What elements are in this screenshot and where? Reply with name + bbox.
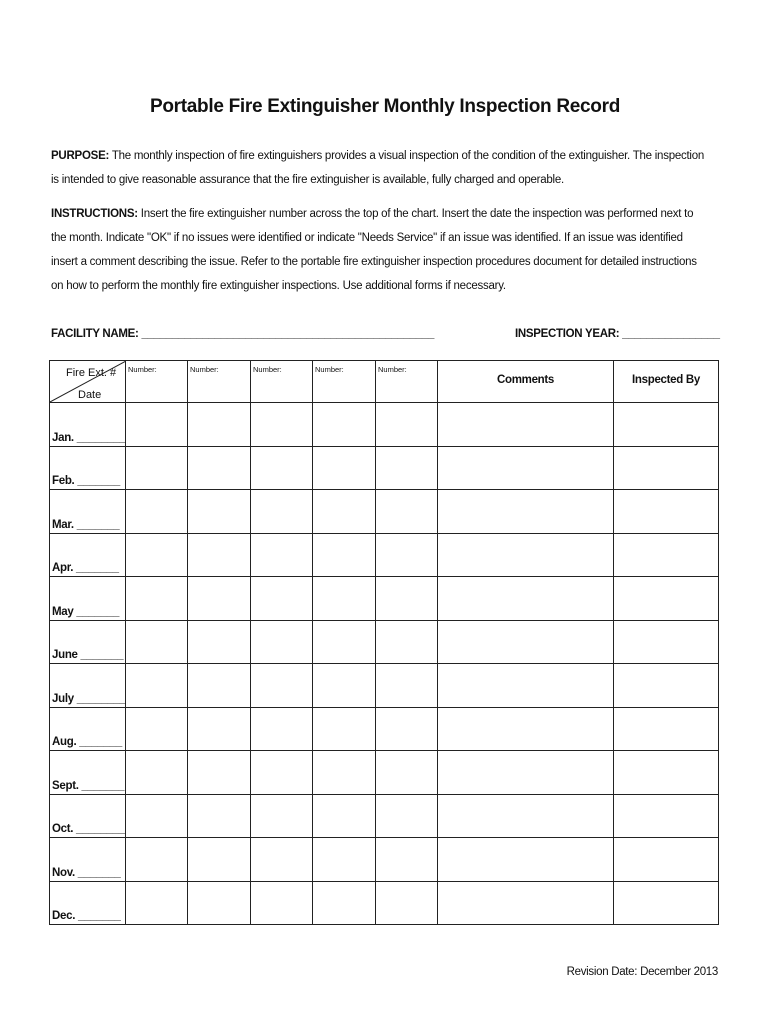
inspection-status-cell-1[interactable] <box>126 751 188 795</box>
instructions-text: Insert the fire extinguisher number across the top of the chart. Insert the date the inspection was performed next to the month. Indicate "OK" if no issues were identified or indicate "Needs Service" if an issue was identified. If an issue was identified insert a comment describing the issue. Refer to the portable fire extinguisher inspection procedures document for detailed instructions on how to perform the monthly fire extinguisher inspections. Use additional forms if necessary. <box>51 208 697 292</box>
month-label: Sept. _______ <box>52 779 125 792</box>
inspection-status-cell-2[interactable] <box>188 446 251 490</box>
month-label: July ________ <box>52 692 126 705</box>
month-cell[interactable] <box>50 490 126 534</box>
facility-name-field[interactable]: FACILITY NAME: ________________________________________________ <box>51 328 435 340</box>
inspection-status-cell-3[interactable] <box>251 533 313 577</box>
month-cell[interactable] <box>50 446 126 490</box>
date-label: Date <box>78 389 102 401</box>
inspection-status-cell-4[interactable] <box>313 664 376 708</box>
inspection-status-cell-5[interactable] <box>376 838 438 882</box>
comments-cell[interactable] <box>438 664 614 708</box>
comments-cell[interactable] <box>438 403 614 447</box>
corner-header-cell <box>50 361 126 403</box>
inspected-by-cell[interactable] <box>614 751 719 795</box>
inspected-by-cell[interactable] <box>614 577 719 621</box>
inspection-status-cell-5[interactable] <box>376 446 438 490</box>
comments-cell[interactable] <box>438 446 614 490</box>
number-label: Number: <box>378 365 407 374</box>
table-row <box>50 664 719 708</box>
inspection-status-cell-2[interactable] <box>188 794 251 838</box>
inspected-by-cell[interactable] <box>614 664 719 708</box>
inspection-status-cell-5[interactable] <box>376 881 438 925</box>
comments-cell[interactable] <box>438 794 614 838</box>
inspection-status-cell-3[interactable] <box>251 794 313 838</box>
purpose-paragraph <box>51 144 711 192</box>
extinguisher-number-cell-2[interactable] <box>188 361 251 403</box>
month-cell[interactable] <box>50 664 126 708</box>
month-cell[interactable] <box>50 533 126 577</box>
inspection-status-cell-1[interactable] <box>126 446 188 490</box>
inspection-status-cell-3[interactable] <box>251 751 313 795</box>
inspection-status-cell-4[interactable] <box>313 533 376 577</box>
inspection-status-cell-5[interactable] <box>376 794 438 838</box>
inspection-status-cell-3[interactable] <box>251 881 313 925</box>
inspected-by-cell[interactable] <box>614 881 719 925</box>
inspection-status-cell-4[interactable] <box>313 707 376 751</box>
comments-cell[interactable] <box>438 881 614 925</box>
extinguisher-number-cell-3[interactable] <box>251 361 313 403</box>
month-label: Jan. ________ <box>52 431 126 444</box>
purpose-label: PURPOSE: <box>51 150 110 162</box>
table-row <box>50 794 719 838</box>
table-row <box>50 707 719 751</box>
inspection-table <box>49 360 719 925</box>
number-label: Number: <box>315 365 344 374</box>
number-label: Number: <box>128 365 157 374</box>
page-title: Portable Fire Extinguisher Monthly Inspection Record <box>149 96 621 117</box>
inspection-status-cell-5[interactable] <box>376 403 438 447</box>
comments-cell[interactable] <box>438 577 614 621</box>
inspection-status-cell-2[interactable] <box>188 533 251 577</box>
inspection-status-cell-2[interactable] <box>188 490 251 534</box>
table-row <box>50 533 719 577</box>
inspection-status-cell-2[interactable] <box>188 577 251 621</box>
revision-date: Revision Date: December 2013 <box>566 966 718 978</box>
inspection-status-cell-2[interactable] <box>188 707 251 751</box>
month-cell[interactable] <box>50 707 126 751</box>
inspection-status-cell-4[interactable] <box>313 794 376 838</box>
comments-header-label: Comments <box>496 374 555 386</box>
month-cell[interactable] <box>50 403 126 447</box>
month-cell[interactable] <box>50 838 126 882</box>
number-label: Number: <box>253 365 282 374</box>
table-row <box>50 577 719 621</box>
inspected-by-cell[interactable] <box>614 403 719 447</box>
inspection-status-cell-2[interactable] <box>188 838 251 882</box>
month-label: Aug. _______ <box>52 736 122 748</box>
inspection-status-cell-3[interactable] <box>251 446 313 490</box>
inspection-status-cell-4[interactable] <box>313 446 376 490</box>
month-cell[interactable] <box>50 751 126 795</box>
inspection-status-cell-2[interactable] <box>188 620 251 664</box>
extinguisher-number-cell-5[interactable] <box>376 361 438 403</box>
inspection-status-cell-4[interactable] <box>313 838 376 882</box>
inspection-status-cell-4[interactable] <box>313 881 376 925</box>
inspection-status-cell-1[interactable] <box>126 707 188 751</box>
table-row <box>50 403 719 447</box>
month-label: Mar. _______ <box>52 518 120 531</box>
purpose-text: The monthly inspection of fire extinguishers provides a visual inspection of the condition of the extinguisher. The inspection is intended to give reasonable assurance that the fire extinguisher is available, fully charged and operable. <box>51 150 705 186</box>
inspection-status-cell-1[interactable] <box>126 838 188 882</box>
table-row <box>50 838 719 882</box>
comments-cell[interactable] <box>438 620 614 664</box>
month-label: Nov. _______ <box>52 866 121 879</box>
inspection-status-cell-3[interactable] <box>251 707 313 751</box>
inspected-by-cell[interactable] <box>614 533 719 577</box>
month-cell[interactable] <box>50 620 126 664</box>
inspection-status-cell-3[interactable] <box>251 664 313 708</box>
inspection-status-cell-2[interactable] <box>188 403 251 447</box>
inspection-status-cell-3[interactable] <box>251 838 313 882</box>
fire-ext-label: Fire Ext. # <box>66 367 117 379</box>
comments-cell[interactable] <box>438 533 614 577</box>
month-label: June _______ <box>52 649 124 661</box>
inspection-status-cell-1[interactable] <box>126 403 188 447</box>
instructions-paragraph <box>51 202 711 298</box>
inspection-status-cell-2[interactable] <box>188 751 251 795</box>
inspection-status-cell-4[interactable] <box>313 490 376 534</box>
table-row <box>50 446 719 490</box>
instructions-label: INSTRUCTIONS: <box>51 208 138 220</box>
inspection-status-cell-1[interactable] <box>126 664 188 708</box>
inspected-by-cell[interactable] <box>614 838 719 882</box>
month-cell[interactable] <box>50 881 126 925</box>
inspection-status-cell-5[interactable] <box>376 490 438 534</box>
month-cell[interactable] <box>50 794 126 838</box>
month-label: Dec. _______ <box>52 910 121 922</box>
inspected-by-header <box>614 361 719 403</box>
inspection-status-cell-1[interactable] <box>126 490 188 534</box>
inspected-by-header-label: Inspected By <box>632 374 700 386</box>
table-row <box>50 620 719 664</box>
extinguisher-number-cell-4[interactable] <box>313 361 376 403</box>
month-cell[interactable] <box>50 577 126 621</box>
inspection-status-cell-5[interactable] <box>376 533 438 577</box>
comments-header <box>438 361 614 403</box>
inspection-year-field[interactable]: INSPECTION YEAR: ________________ <box>515 328 720 340</box>
inspection-status-cell-2[interactable] <box>188 664 251 708</box>
inspection-status-cell-5[interactable] <box>376 707 438 751</box>
inspection-status-cell-1[interactable] <box>126 881 188 925</box>
month-label: May _______ <box>52 605 120 618</box>
inspection-status-cell-5[interactable] <box>376 620 438 664</box>
inspection-status-cell-1[interactable] <box>126 533 188 577</box>
inspection-status-cell-1[interactable] <box>126 794 188 838</box>
inspection-status-cell-5[interactable] <box>376 751 438 795</box>
inspected-by-cell[interactable] <box>614 446 719 490</box>
inspected-by-cell[interactable] <box>614 794 719 838</box>
inspection-status-cell-3[interactable] <box>251 490 313 534</box>
inspection-status-cell-4[interactable] <box>313 620 376 664</box>
month-label: Feb. _______ <box>52 475 121 487</box>
inspection-status-cell-5[interactable] <box>376 664 438 708</box>
month-label: Oct. ________ <box>52 823 125 835</box>
comments-cell[interactable] <box>438 751 614 795</box>
inspection-status-cell-5[interactable] <box>376 577 438 621</box>
inspection-status-cell-3[interactable] <box>251 403 313 447</box>
inspected-by-cell[interactable] <box>614 707 719 751</box>
comments-cell[interactable] <box>438 490 614 534</box>
month-label: Apr. _______ <box>52 562 119 574</box>
number-label: Number: <box>190 365 219 374</box>
inspection-status-cell-1[interactable] <box>126 620 188 664</box>
extinguisher-number-cell-1[interactable] <box>126 361 188 403</box>
inspection-status-cell-3[interactable] <box>251 577 313 621</box>
inspection-status-cell-4[interactable] <box>313 577 376 621</box>
inspection-status-cell-1[interactable] <box>126 577 188 621</box>
inspection-status-cell-3[interactable] <box>251 620 313 664</box>
comments-cell[interactable] <box>438 838 614 882</box>
table-row <box>50 751 719 795</box>
comments-cell[interactable] <box>438 707 614 751</box>
inspected-by-cell[interactable] <box>614 490 719 534</box>
table-row <box>50 881 719 925</box>
inspected-by-cell[interactable] <box>614 620 719 664</box>
inspection-status-cell-4[interactable] <box>313 403 376 447</box>
table-row <box>50 490 719 534</box>
inspection-status-cell-2[interactable] <box>188 881 251 925</box>
inspection-status-cell-4[interactable] <box>313 751 376 795</box>
table-header-row <box>50 361 719 403</box>
